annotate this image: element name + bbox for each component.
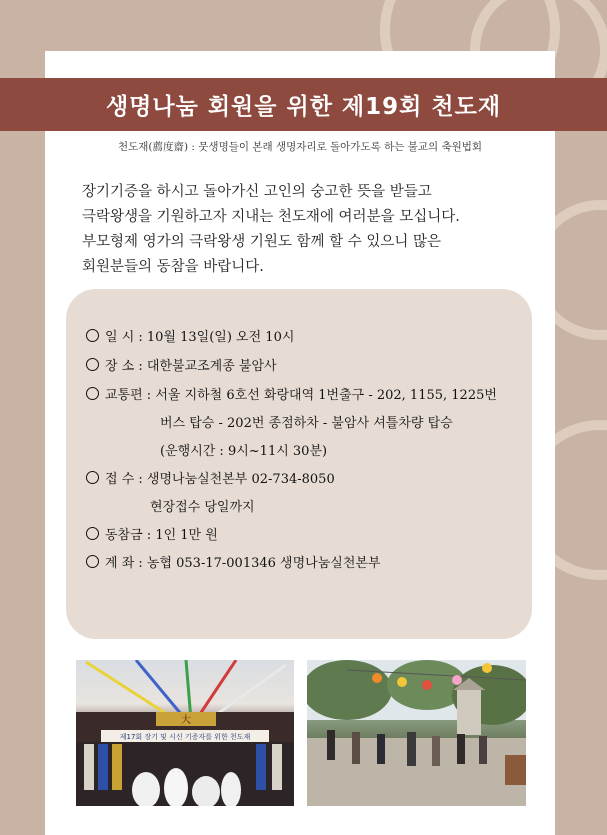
info-date	[86, 326, 294, 345]
info-place-text: 장 소 : 대한불교조계종 불암사	[105, 359, 277, 374]
info-date-text: 일 시 : 10월 13일(일) 오전 10시	[105, 330, 295, 345]
info-transport-line3: (운행시간 : 9시~11시 30분)	[160, 444, 328, 459]
ceremony-banner-text: 제17회 장기 및 시신 기증자를 위한 천도재	[119, 733, 251, 741]
bullet-circle-icon	[86, 329, 99, 342]
bullet-circle-icon	[86, 358, 99, 371]
temple-courtyard-photo	[307, 660, 526, 806]
info-reception-line2: 현장접수 당일까지	[150, 500, 255, 515]
intro-line: 극락왕생을 기원하고자 지내는 천도재에 여러분을 모십니다.	[82, 209, 460, 225]
info-account	[86, 552, 381, 571]
info-account-text: 계 좌 : 농협 053-17-001346 생명나눔실천본부	[105, 556, 381, 571]
info-transport-text: 교통편 : 서울 지하철 6호선 화랑대역 1번출구 - 202, 1155, 1225번	[105, 388, 497, 403]
info-transport	[86, 384, 497, 403]
bullet-circle-icon	[86, 387, 99, 400]
temple-courtyard-illustration	[307, 660, 526, 806]
info-fee	[86, 524, 218, 543]
intro-line: 부모형제 영가의 극락왕생 기원도 함께 할 수 있으니 많은	[82, 234, 442, 250]
bullet-circle-icon	[86, 471, 99, 484]
intro-line: 장기기증을 하시고 돌아가신 고인의 숭고한 뜻을 받들고	[82, 184, 432, 200]
hall-sign: 大	[181, 715, 191, 726]
bullet-circle-icon	[86, 527, 99, 540]
bullet-circle-icon	[86, 555, 99, 568]
info-reception	[86, 468, 335, 487]
ceremony-photo-illustration	[76, 660, 294, 806]
intro-text	[82, 180, 532, 280]
intro-line: 회원분들의 동참을 바랍니다.	[82, 259, 264, 275]
info-place	[86, 355, 277, 374]
info-reception-text: 접 수 : 생명나눔실천본부 02-734-8050	[105, 472, 335, 487]
ceremony-photo	[76, 660, 294, 806]
info-fee-text: 동참금 : 1인 1만 원	[105, 528, 218, 543]
info-transport-line2: 버스 탑승 - 202번 종점하차 - 불암사 셔틀차량 탑승	[160, 416, 453, 431]
subtitle: 천도재(薦度齋) : 뭇생명들이 본래 생명자리로 돌아가도록 하는 불교의 축원법회	[117, 141, 483, 153]
title-band	[0, 78, 607, 131]
page-title: 생명나눔 회원을 위한 제19회 천도재	[105, 94, 502, 120]
